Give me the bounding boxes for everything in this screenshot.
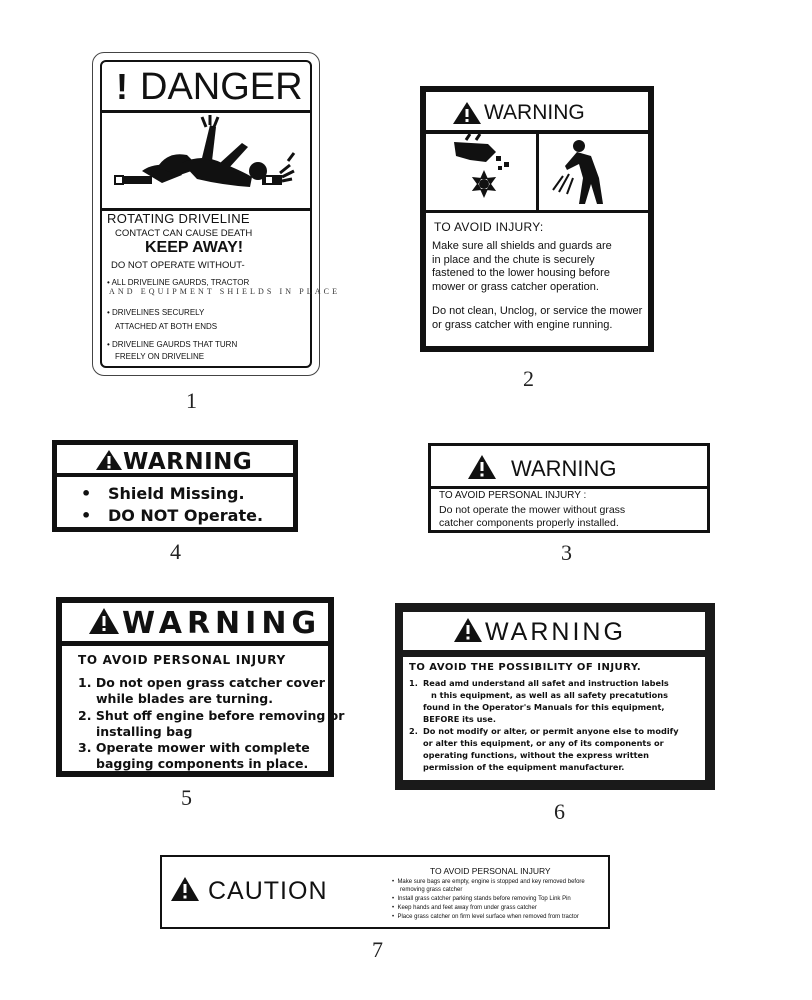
caution-bullet-3: • Keep hands and feet away from under grass catcher — [392, 905, 537, 911]
warning-header — [426, 92, 648, 134]
warning-6-item-2-line-3: operating functions, without the express written — [423, 750, 649, 760]
decal-number-3: 3 — [561, 540, 572, 565]
warning-2-para1-line4: mower or grass catcher operation. — [432, 280, 599, 293]
warning-3-line-1: Do not operate the mower without grass — [439, 504, 626, 516]
warning-3-subhead: TO AVOID PERSONAL INJURY : — [439, 490, 587, 501]
warning-triangle-icon — [95, 449, 123, 471]
danger-line-rotating-driveline: ROTATING DRIVELINE — [107, 211, 250, 226]
danger-bullet-3: • DRIVELINE GAURDS THAT TURN — [107, 340, 238, 349]
warning-decal-2 — [420, 86, 654, 352]
danger-line-keep-away: KEEP AWAY! — [145, 239, 244, 256]
danger-bullet-2-continued: ATTACHED AT BOTH ENDS — [115, 322, 218, 331]
warning-4-item-2: • DO NOT Operate. — [81, 506, 264, 525]
decal-number-7: 7 — [372, 937, 383, 962]
warning-5-item-2-cont: installing bag — [96, 724, 193, 739]
warning-6-body — [403, 657, 705, 780]
caution-bullet-1: • Make sure bags are empty, engine is stopped and key removed before — [392, 879, 585, 885]
caution-bullet-4: • Place grass catcher on firm level surface when removed from tractor — [392, 914, 579, 920]
warning-5-item-3: 3. Operate mower with complete — [78, 740, 310, 755]
warning-6-item-1-line-1: Read amd understand all safet and instruction labels — [423, 678, 669, 688]
danger-header — [102, 62, 310, 113]
warning-6-item-2-line-2: or alter this equipment, or any of its components or — [423, 738, 664, 748]
exclamation-mark: ! — [116, 66, 128, 107]
decal-number-2: 2 — [523, 366, 534, 391]
caution-header — [170, 877, 328, 906]
danger-bullet-1-continued: AND EQUIPMENT SHIELDS IN PLACE — [109, 287, 341, 296]
decal-number-4: 4 — [170, 539, 181, 564]
danger-bullet-2: • DRIVELINES SECURELY — [107, 308, 205, 317]
warning-3-line-2: catcher components properly installed. — [439, 517, 619, 529]
pictogram-row — [426, 134, 648, 213]
warning-title: WARNING — [123, 449, 253, 475]
decal-number-1: 1 — [186, 388, 197, 413]
warning-6-item-1-line-2: n this equipment, as well as all safety precatutions — [431, 690, 668, 700]
warning-title: WARNING — [484, 101, 585, 124]
warning-6-subhead: TO AVOID THE POSSIBILITY OF INJURY. — [409, 662, 642, 673]
warning-2-para1-line2: in place and the chute is securely — [432, 253, 595, 266]
warning-2-para1-line3: fastened to the lower housing before — [432, 267, 610, 279]
warning-triangle-icon — [452, 101, 482, 125]
warning-5-item-2: 2. Shut off engine before removing or — [78, 708, 345, 723]
warning-decal-3 — [428, 443, 710, 533]
warning-6-item-1-line-3: found in the Operator's Manuals for this equipment, — [423, 702, 665, 712]
warning-5-subhead: TO AVOID PERSONAL INJURY — [78, 653, 286, 667]
caution-bullet-2: • Install grass catcher parking stands before removing Top Link Pin — [392, 896, 571, 902]
caution-title: CAUTION — [208, 877, 328, 905]
thrown-object-person-icon — [539, 134, 649, 210]
danger-line-contact: CONTACT CAN CAUSE DEATH — [115, 228, 253, 239]
warning-title: WARNING — [122, 606, 322, 641]
decal-number-5: 5 — [181, 785, 192, 810]
entanglement-icon — [102, 113, 310, 208]
driveline-entanglement-pictogram — [102, 113, 310, 211]
danger-bullet-3-continued: FREELY ON DRIVELINE — [115, 352, 205, 361]
caution-decal-7 — [160, 855, 610, 929]
hand-blade-icon — [426, 134, 536, 210]
warning-5-item-1-cont: while blades are turning. — [96, 691, 273, 706]
warning-5-item-1: 1. Do not open grass catcher cover — [78, 675, 325, 690]
warning-5-item-3-cont: bagging components in place. — [96, 756, 309, 771]
warning-header — [431, 446, 707, 489]
warning-decal-5 — [56, 597, 345, 777]
warning-6-item-1-num: 1. — [409, 678, 418, 688]
warning-header — [57, 445, 293, 477]
warning-title: WARNING — [485, 618, 626, 646]
warning-2-para2-line2: or grass catcher with engine running. — [432, 318, 613, 331]
danger-bullet-1: • ALL DRIVELINE GAURDS, TRACTOR — [107, 278, 250, 287]
warning-decal-6 — [395, 603, 715, 790]
warning-2-para1-line1: Make sure all shields and guards are — [432, 240, 612, 252]
warning-6-item-2-line-1: Do not modify or alter, or permit anyone else to modify — [423, 726, 679, 736]
danger-title: DANGER — [140, 66, 303, 108]
warning-6-item-2-line-4: permission of the equipment manufacturer. — [423, 762, 625, 772]
warning-2-subhead: TO AVOID INJURY: — [434, 220, 544, 234]
warning-title: WARNING — [511, 456, 617, 481]
warning-2-para2-line1: Do not clean, Unclog, or service the mower — [432, 305, 643, 317]
warning-triangle-icon — [467, 454, 497, 480]
caution-subhead: TO AVOID PERSONAL INJURY — [430, 866, 551, 876]
warning-6-item-2-num: 2. — [409, 726, 418, 736]
warning-6-item-1-line-4: BEFORE its use. — [423, 714, 496, 724]
warning-4-item-1: • Shield Missing. — [81, 484, 245, 503]
caution-triangle-icon — [170, 876, 200, 902]
warning-decal-4 — [52, 440, 298, 532]
caution-bullet-1-cont: removing grass catcher — [400, 887, 463, 893]
danger-line-do-not-operate: DO NOT OPERATE WITHOUT- — [111, 260, 245, 271]
danger-decal — [92, 52, 341, 376]
warning-header — [403, 612, 705, 650]
warning-header — [62, 603, 328, 646]
decal-number-6: 6 — [554, 799, 565, 824]
warning-triangle-icon — [453, 617, 483, 643]
warning-triangle-icon — [88, 607, 120, 635]
